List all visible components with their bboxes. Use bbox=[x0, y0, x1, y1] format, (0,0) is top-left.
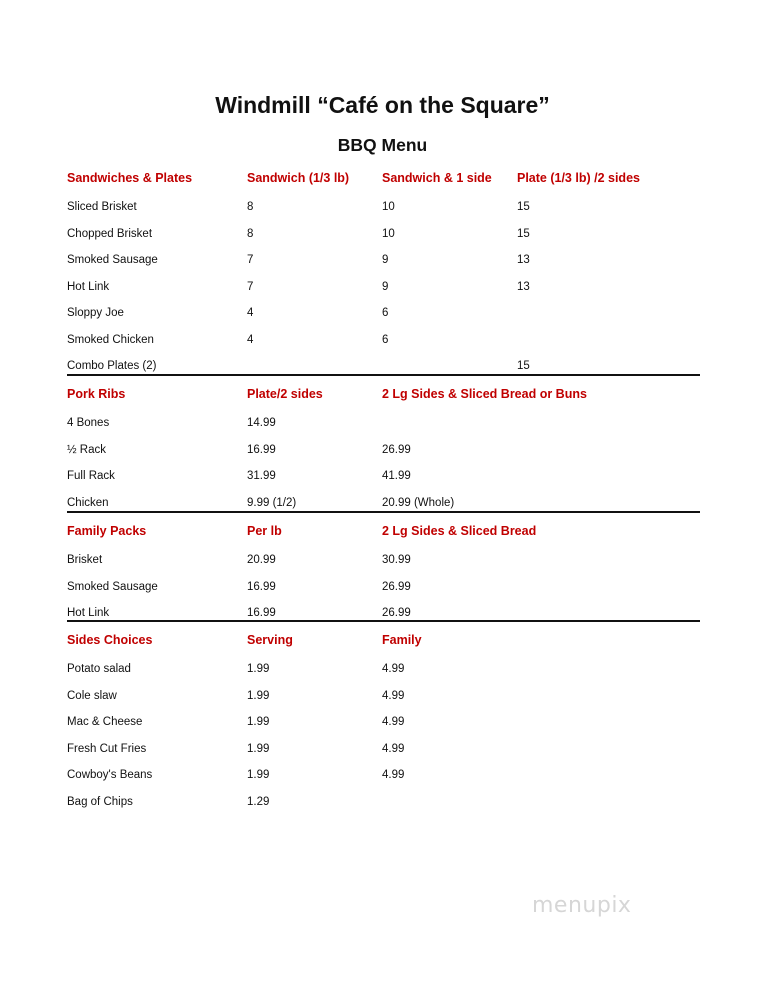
menu-item-row bbox=[67, 736, 700, 763]
item-price: 4.99 bbox=[382, 742, 405, 755]
item-price: 4.99 bbox=[382, 716, 405, 728]
item-price: 13 bbox=[517, 280, 530, 293]
item-price: 7 bbox=[247, 254, 254, 266]
item-price: 1.99 bbox=[247, 716, 270, 728]
menu-item-row bbox=[67, 410, 700, 437]
item-price: 16.99 bbox=[247, 443, 276, 456]
item-price: 8 bbox=[247, 201, 254, 213]
item-price: 31.99 bbox=[247, 470, 276, 482]
item-name: Hot Link bbox=[67, 607, 110, 619]
item-price: 41.99 bbox=[382, 470, 411, 482]
item-name: ½ Rack bbox=[67, 443, 106, 456]
menu-item-row bbox=[67, 574, 700, 601]
item-price: 30.99 bbox=[382, 554, 411, 566]
menu-subtitle: BBQ Menu bbox=[337, 135, 428, 155]
item-price: 9 bbox=[382, 280, 389, 293]
item-price: 26.99 bbox=[382, 580, 411, 593]
item-price: 9.99 (1/2) bbox=[247, 496, 297, 509]
section-header-row bbox=[67, 164, 700, 194]
item-price: 4.99 bbox=[382, 689, 405, 702]
menu-item-row bbox=[67, 709, 700, 736]
section-heading: Pork Ribs bbox=[67, 387, 126, 401]
item-name: Potato salad bbox=[67, 663, 131, 675]
menu-item-row bbox=[67, 656, 700, 683]
section-divider bbox=[67, 374, 700, 376]
item-price: 1.99 bbox=[247, 663, 270, 675]
menu-item-row bbox=[67, 247, 700, 274]
item-price: 4 bbox=[247, 333, 254, 346]
item-price: 16.99 bbox=[247, 607, 276, 619]
item-price: 1.99 bbox=[247, 769, 270, 781]
section-sides-choices bbox=[67, 626, 700, 815]
menu-item-row bbox=[67, 463, 700, 490]
item-price: 1.99 bbox=[247, 742, 270, 755]
item-name: Full Rack bbox=[67, 470, 115, 482]
item-name: Smoked Chicken bbox=[67, 333, 154, 346]
item-name: Combo Plates (2) bbox=[67, 360, 157, 372]
column-heading: Family bbox=[382, 633, 422, 647]
item-name: Fresh Cut Fries bbox=[67, 742, 147, 755]
menu-item-row bbox=[67, 327, 700, 354]
item-name: Chopped Brisket bbox=[67, 227, 153, 240]
menu-item-row bbox=[67, 683, 700, 710]
menu-item-row bbox=[67, 300, 700, 327]
menu-title: Windmill “Café on the Square” bbox=[215, 92, 550, 118]
item-price: 20.99 bbox=[247, 554, 276, 566]
item-price: 15 bbox=[517, 227, 530, 240]
section-sandwiches-plates bbox=[67, 164, 700, 380]
column-heading: Per lb bbox=[247, 524, 282, 538]
item-price: 14.99 bbox=[247, 417, 276, 429]
section-header-row bbox=[67, 626, 700, 656]
item-price: 26.99 bbox=[382, 607, 411, 619]
item-price: 7 bbox=[247, 280, 254, 293]
item-name: Chicken bbox=[67, 496, 109, 509]
column-heading: Sandwich (1/3 lb) bbox=[247, 171, 350, 185]
item-name: Mac & Cheese bbox=[67, 716, 143, 728]
section-heading: Sides Choices bbox=[67, 633, 153, 647]
item-name: Sloppy Joe bbox=[67, 307, 124, 319]
column-heading: 2 Lg Sides & Sliced Bread bbox=[382, 524, 537, 538]
menu-item-row bbox=[67, 221, 700, 248]
column-heading: Sandwich & 1 side bbox=[382, 171, 492, 185]
item-name: Cole slaw bbox=[67, 689, 117, 702]
item-price: 4.99 bbox=[382, 769, 405, 781]
item-price: 15 bbox=[517, 360, 530, 372]
section-heading: Family Packs bbox=[67, 524, 147, 538]
item-price: 20.99 (Whole) bbox=[382, 496, 455, 509]
item-name: 4 Bones bbox=[67, 417, 110, 429]
item-name: Hot Link bbox=[67, 280, 110, 293]
item-price: 9 bbox=[382, 254, 389, 266]
menu-item-row bbox=[67, 274, 700, 301]
section-pork-ribs bbox=[67, 380, 700, 516]
column-heading: Serving bbox=[247, 633, 293, 647]
item-name: Sliced Brisket bbox=[67, 201, 137, 213]
item-price: 4 bbox=[247, 307, 254, 319]
item-price: 26.99 bbox=[382, 443, 411, 456]
section-header-row bbox=[67, 517, 700, 547]
watermark: menupix bbox=[532, 893, 632, 918]
item-price: 1.29 bbox=[247, 795, 270, 808]
item-price: 4.99 bbox=[382, 663, 405, 675]
menu-item-row bbox=[67, 194, 700, 221]
item-name: Smoked Sausage bbox=[67, 580, 158, 593]
section-heading: Sandwiches & Plates bbox=[67, 171, 193, 185]
menu-item-row bbox=[67, 762, 700, 789]
section-header-row bbox=[67, 380, 700, 410]
item-price: 6 bbox=[382, 333, 389, 346]
column-heading: Plate/2 sides bbox=[247, 387, 323, 401]
item-price: 1.99 bbox=[247, 689, 270, 702]
item-name: Cowboy's Beans bbox=[67, 769, 153, 781]
item-price: 15 bbox=[517, 201, 530, 213]
section-divider bbox=[67, 511, 700, 513]
section-divider bbox=[67, 620, 700, 622]
section-family-packs bbox=[67, 517, 700, 627]
item-name: Brisket bbox=[67, 554, 103, 566]
item-price: 8 bbox=[247, 227, 254, 240]
menu-item-row bbox=[67, 437, 700, 464]
item-name: Bag of Chips bbox=[67, 795, 133, 808]
item-price: 16.99 bbox=[247, 580, 276, 593]
item-price: 6 bbox=[382, 307, 389, 319]
item-name: Smoked Sausage bbox=[67, 254, 158, 266]
column-heading: Plate (1/3 lb) /2 sides bbox=[517, 171, 640, 185]
item-price: 13 bbox=[517, 254, 530, 266]
item-price: 10 bbox=[382, 201, 395, 213]
menu-item-row bbox=[67, 789, 700, 816]
column-heading: 2 Lg Sides & Sliced Bread or Buns bbox=[382, 387, 587, 401]
item-price: 10 bbox=[382, 227, 395, 240]
menu-item-row bbox=[67, 600, 700, 627]
menu-item-row bbox=[67, 547, 700, 574]
